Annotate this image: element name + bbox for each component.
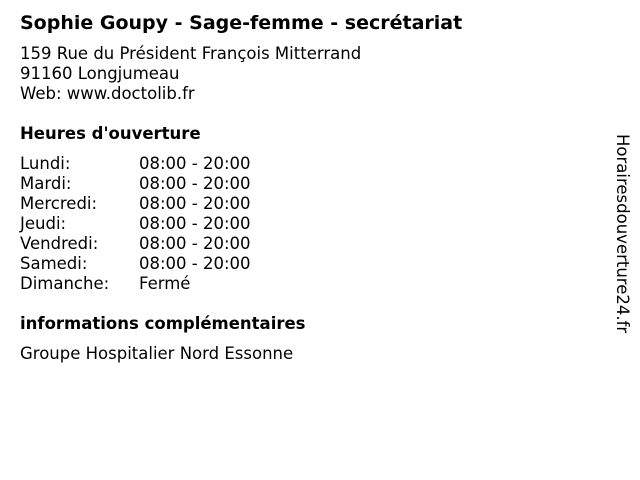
- hours-time: 08:00 - 20:00: [139, 254, 251, 273]
- hours-time: 08:00 - 20:00: [139, 214, 251, 233]
- address-street: 159 Rue du Président François Mitterrand: [20, 44, 362, 63]
- address-web: Web: www.doctolib.fr: [20, 84, 195, 103]
- site-brand-vertical: Horairesdouverture24.fr: [613, 134, 632, 334]
- hours-day: Samedi:: [20, 254, 88, 273]
- hours-day: Mardi:: [20, 174, 72, 193]
- hours-time: 08:00 - 20:00: [139, 234, 251, 253]
- hours-day: Lundi:: [20, 154, 71, 173]
- hours-time: Fermé: [139, 274, 191, 293]
- hours-time: 08:00 - 20:00: [139, 194, 251, 213]
- hours-day: Vendredi:: [20, 234, 99, 253]
- hours-row-tuesday: [20, 174, 280, 194]
- page-title: Sophie Goupy - Sage-femme - secrétariat: [20, 12, 463, 34]
- info-heading: informations complémentaires: [20, 314, 306, 333]
- address-city: 91160 Longjumeau: [20, 64, 180, 83]
- hours-row-monday: [20, 154, 280, 174]
- hours-day: Mercredi:: [20, 194, 98, 213]
- hours-heading: Heures d'ouverture: [20, 124, 201, 143]
- hours-row-friday: [20, 234, 280, 254]
- hours-row-wednesday: [20, 194, 280, 214]
- info-text: Groupe Hospitalier Nord Essonne: [20, 344, 294, 363]
- hours-row-thursday: [20, 214, 280, 234]
- hours-day: Jeudi:: [20, 214, 67, 233]
- hours-row-sunday: [20, 274, 280, 294]
- hours-time: 08:00 - 20:00: [139, 154, 251, 173]
- hours-time: 08:00 - 20:00: [139, 174, 251, 193]
- hours-day: Dimanche:: [20, 274, 110, 293]
- hours-row-saturday: [20, 254, 280, 274]
